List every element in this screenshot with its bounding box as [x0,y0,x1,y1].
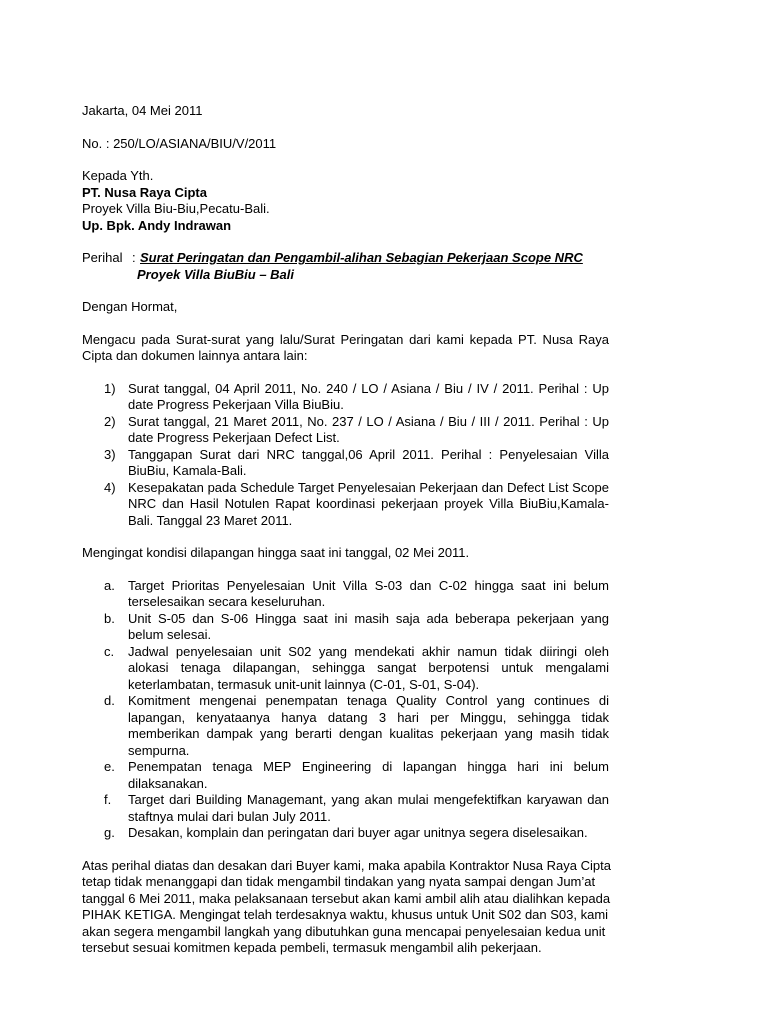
perihal-subject-line1: Surat Peringatan dan Pengambil-alihan Sebagian Pekerjaan Scope NRC [140,250,583,265]
perihal-block [82,250,609,283]
list-marker: b. [104,610,115,626]
list-item [82,578,609,611]
list-item [82,825,609,842]
list-item-text: Desakan, komplain dan peringatan dari buyer agar unitnya segera diselesaikan. [128,825,588,840]
recipient-project-location: Proyek Villa Biu-Biu,Pecatu-Bali. [82,201,270,216]
list-item [82,414,609,447]
list-marker: 3) [104,446,116,462]
list-item [82,480,609,530]
list-item-text: Surat tanggal, 21 Maret 2011, No. 237 / LO / Asiana / Biu / III / 2011. Perihal : Up date Progress Pekerjaan Defect List. [128,413,609,445]
greeting: Dengan Hormat, [82,299,178,314]
list-marker: d. [104,693,115,708]
list-item [82,381,609,414]
closing-line: tetap tidak menanggapi dan tidak mengambil tindakan yang nyata sampai dengan Jum’at [82,874,596,889]
recipient-attention: Up. Bpk. Andy Indrawan [82,217,232,233]
list-item [82,693,609,759]
list-item [82,792,609,825]
list-item [82,644,609,694]
recipient-block [82,168,609,234]
list-item [82,447,609,480]
recipient-company: PT. Nusa Raya Cipta [82,184,207,200]
closing-line: tanggal 6 Mei 2011, maka pelaksanaan tersebut akan kami ambil alih atau dialihkan kepada [82,890,611,906]
list-item-text: Surat tanggal, 04 April 2011, No. 240 / LO / Asiana / Biu / IV / 2011. Perihal : Up date Progress Pekerjaan Villa BiuBiu. [128,380,609,412]
list-item-text: Jadwal penyelesaian unit S02 yang mendekati akhir namun tidak diiringi oleh alokasi tenaga dilapangan, sehingga sangat berpotensi untuk mengalami keterlambatan, termasuk unit-unit lainnya (C-01, S-01, S-04). [128,643,609,692]
list-marker: 2) [104,413,116,429]
intro-paragraph: Mengacu pada Surat-surat yang lalu/Surat Peringatan dari kami kepada PT. Nusa Raya Cipta dan dokumen lainnya antara lain: [82,331,609,363]
list-item-text: Penempatan tenaga MEP Engineering di lapangan hingga hari ini belum dilaksanakan. [128,759,609,791]
letter-number: No. : 250/LO/ASIANA/BIU/V/2011 [82,135,277,151]
list-item-text: Unit S-05 dan S-06 Hingga saat ini masih saja ada beberapa pekerjaan yang belum selesai. [128,610,609,642]
perihal-subject-line2: Proyek Villa BiuBiu – Bali [137,266,295,282]
closing-line: Atas perihal diatas dan desakan dari Buyer kami, maka apabila Kontraktor Nusa Raya Cipta [82,857,611,873]
list-marker: a. [104,577,115,593]
list-item-text: Target Prioritas Penyelesaian Unit Villa S-03 dan C-02 hingga saat ini belum terselesaikan secara keseluruhan. [128,577,609,609]
closing-line: akan segera mengambil langkah yang dibutuhkan guna mencapai penyelesaian kedua unit [82,923,606,939]
condition-list [82,578,609,842]
condition-intro: Mengingat kondisi dilapangan hingga saat ini tanggal, 02 Mei 2011. [82,545,470,560]
closing-paragraph [82,858,609,957]
reference-list [82,381,609,530]
list-marker: g. [104,825,115,840]
list-item [82,611,609,644]
list-item-text: Tanggapan Surat dari NRC tanggal,06 April 2011. Perihal : Penyelesaian Villa BiuBiu, Kamala-Bali. [128,446,609,478]
list-marker: f. [104,792,112,807]
closing-line: PIHAK KETIGA. Mengingat telah terdesaknya waktu, khusus untuk Unit S02 dan S03, kami [82,907,609,922]
perihal-colon: : [132,250,136,265]
list-marker: c. [104,643,115,659]
list-marker: 4) [104,479,116,495]
list-item-text: Target dari Building Managemant, yang akan mulai mengefektifkan karyawan dan staftnya mulai dari bulan July 2011. [128,792,609,824]
closing-line: tersebut sesuai komitmen kepada pembeli, termasuk mengambil alih pekerjaan. [82,940,542,955]
list-item [82,759,609,792]
list-item-text: Kesepakatan pada Schedule Target Penyelesaian Pekerjaan dan Defect List Scope NRC dan Hasil Notulen Rapat koordinasi pekerjaan proyek Villa BiuBiu,Kamala-Bali. Tanggal 23 Maret 2011. [128,479,609,528]
letter-page [82,103,609,957]
list-item-text: Komitment mengenai penempatan tenaga Quality Control yang continues di lapangan, kenyataanya hanya datang 3 hari per Minggu, sehingga tidak memberikan dampak yang berarti dengan kualitas pekerjaan yang masih tidak sempurna. [128,693,609,758]
list-marker: e. [104,759,115,774]
list-marker: 1) [104,380,116,396]
recipient-salutation: Kepada Yth. [82,168,154,183]
perihal-label: Perihal [82,250,123,265]
perihal-subject [140,250,583,267]
place-date: Jakarta, 04 Mei 2011 [82,103,203,118]
